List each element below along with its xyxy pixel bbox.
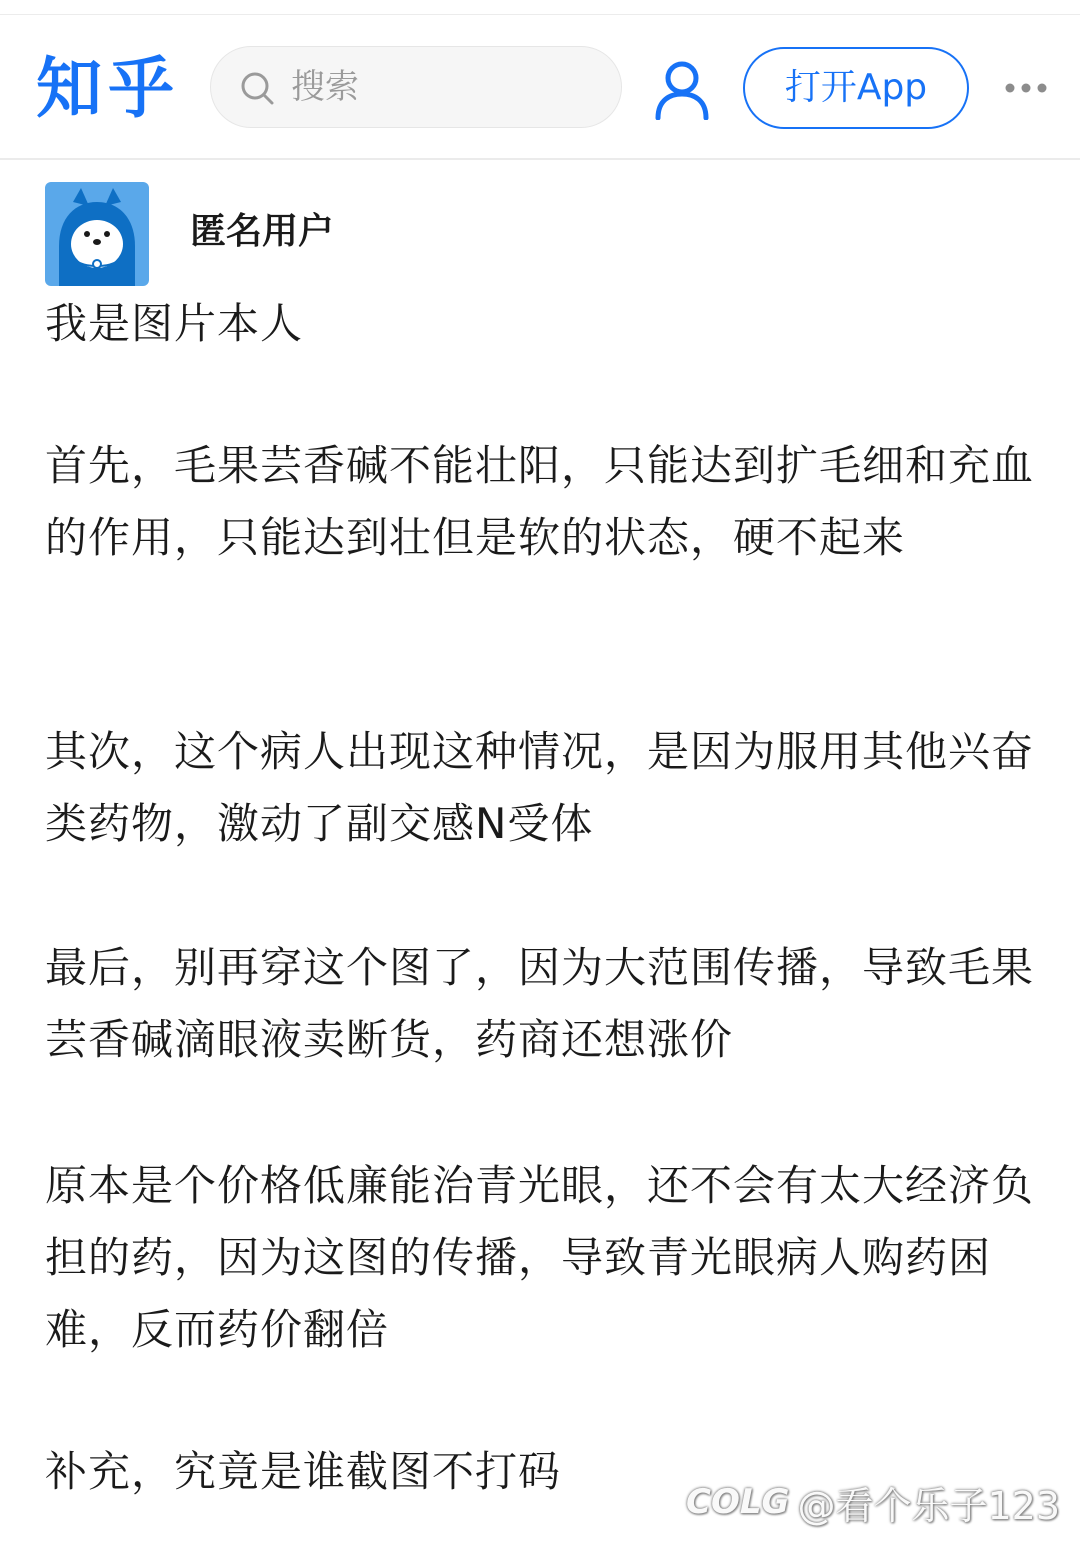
watermark <box>686 1478 1060 1526</box>
answer-paragraph: 首先，毛果芸香碱不能壮阳，只能达到扩毛细和充血的作用，只能达到壮但是软的状态，硬不起来 <box>45 441 1035 562</box>
anonymous-avatar[interactable] <box>45 182 149 286</box>
answer-content <box>0 160 1080 1548</box>
answer-paragraph: 原本是个价格低廉能治青光眼，还不会有太大经济负担的药，因为这图的传播，导致青光眼病人购药困难，反而药价翻倍 <box>45 1161 1035 1354</box>
watermark-handle: @看个乐子123 <box>797 1483 1060 1528</box>
status-strip <box>0 0 1080 15</box>
search-input[interactable] <box>210 46 622 128</box>
answer-paragraph: 我是图片本人 <box>45 299 304 348</box>
answer-paragraph: 补充，究竟是谁截图不打码 <box>45 1447 562 1496</box>
open-app-button[interactable]: 打开App <box>743 47 969 129</box>
answer-paragraph: 最后，别再穿这个图了，因为大范围传播，导致毛果芸香碱滴眼液卖断货，药商还想涨价 <box>45 943 1035 1064</box>
search-icon <box>239 70 275 106</box>
top-header <box>0 15 1080 160</box>
more-icon[interactable] <box>1004 81 1048 95</box>
user-icon[interactable] <box>654 60 710 120</box>
author-name[interactable]: 匿名用户 <box>190 211 335 252</box>
search-placeholder: 搜索 <box>291 67 359 107</box>
zhihu-logo[interactable]: 知乎 <box>36 50 180 127</box>
answer-paragraph: 其次，这个病人出现这种情况，是因为服用其他兴奋类药物，激动了副交感N受体 <box>45 727 1035 848</box>
watermark-logo: COLG <box>686 1482 790 1522</box>
